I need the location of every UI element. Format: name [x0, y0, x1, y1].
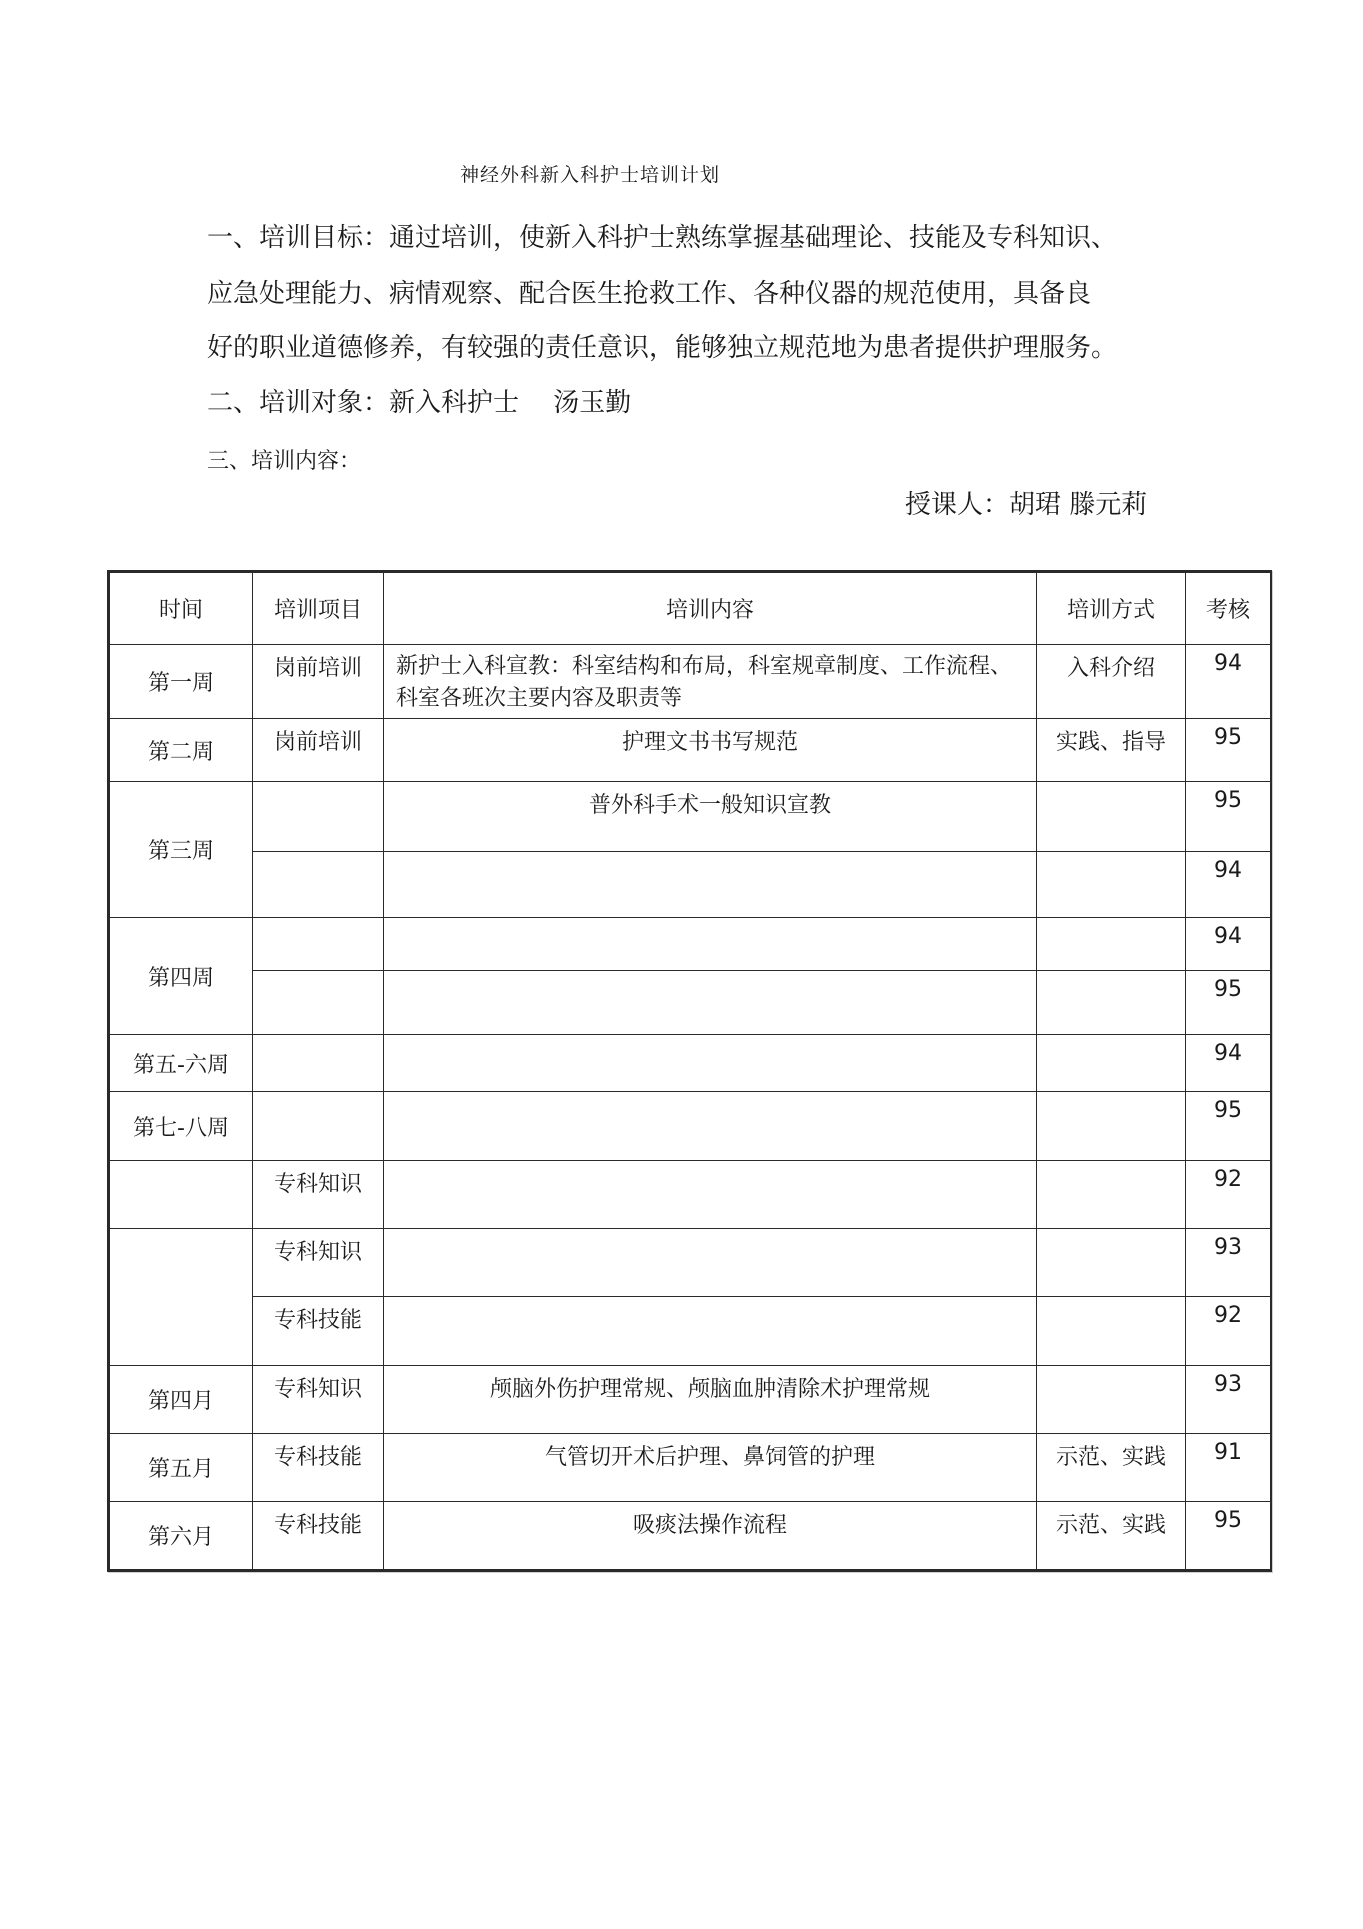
- training-content-heading: 三、培训内容：: [207, 449, 362, 474]
- content-cell: 气管切开术后护理、鼻饲管的护理: [384, 1434, 1037, 1502]
- table-row: [110, 1434, 1271, 1502]
- method-cell: 示范、实践: [1037, 1502, 1186, 1570]
- training-target: 二、培训对象：新入科护士 汤玉勤: [207, 388, 632, 418]
- method-cell: [1037, 1092, 1186, 1161]
- table-header-row: [110, 573, 1271, 645]
- score-cell: 94: [1186, 645, 1271, 719]
- table-row: [110, 971, 1271, 1035]
- method-cell: [1037, 1161, 1186, 1229]
- table-row: [110, 782, 1271, 852]
- time-cell: [110, 1161, 253, 1229]
- training-goal-line-1: 一、培训目标：通过培训，使新入科护士熟练掌握基础理论、技能及专科知识、: [207, 223, 1118, 253]
- method-cell: [1037, 1366, 1186, 1434]
- table-row: [110, 1502, 1271, 1570]
- content-cell: [384, 971, 1037, 1035]
- score-cell: 93: [1186, 1229, 1271, 1297]
- header-content: 培训内容: [384, 573, 1037, 645]
- score-cell: 93: [1186, 1366, 1271, 1434]
- item-cell: [253, 782, 384, 852]
- method-cell: [1037, 1035, 1186, 1092]
- document-title: 神经外科新入科护士培训计划: [460, 164, 721, 186]
- table-row: [110, 1297, 1271, 1366]
- content-cell: [384, 1092, 1037, 1161]
- score-cell: 91: [1186, 1434, 1271, 1502]
- lecturer: 授课人：胡珺 滕元莉: [905, 490, 1148, 520]
- time-cell: 第五月: [110, 1434, 253, 1502]
- content-cell: [384, 918, 1037, 971]
- score-cell: 95: [1186, 971, 1271, 1035]
- header-method: 培训方式: [1037, 573, 1186, 645]
- item-cell: [253, 1092, 384, 1161]
- item-cell: 专科知识: [253, 1366, 384, 1434]
- header-time: 时间: [110, 573, 253, 645]
- score-cell: 94: [1186, 852, 1271, 918]
- training-goal-line-3: 好的职业道德修养，有较强的责任意识，能够独立规范地为患者提供护理服务。: [207, 333, 1118, 363]
- table-row: [110, 1161, 1271, 1229]
- content-cell: [384, 1161, 1037, 1229]
- item-cell: 专科知识: [253, 1161, 384, 1229]
- score-cell: 95: [1186, 782, 1271, 852]
- table-row: [110, 918, 1271, 971]
- content-cell: [384, 1297, 1037, 1366]
- method-cell: [1037, 918, 1186, 971]
- score-cell: 92: [1186, 1297, 1271, 1366]
- item-cell: [253, 1035, 384, 1092]
- score-cell: 95: [1186, 1502, 1271, 1570]
- content-cell: [384, 852, 1037, 918]
- table-row: [110, 852, 1271, 918]
- item-cell: 专科技能: [253, 1297, 384, 1366]
- training-schedule-table: [107, 570, 1272, 1572]
- method-cell: [1037, 971, 1186, 1035]
- time-cell: 第一周: [110, 645, 253, 719]
- table-row: [110, 1035, 1271, 1092]
- header-item: 培训项目: [253, 573, 384, 645]
- score-cell: 94: [1186, 918, 1271, 971]
- content-cell: [384, 1229, 1037, 1297]
- method-cell: [1037, 782, 1186, 852]
- method-cell: [1037, 1297, 1186, 1366]
- time-cell: 第二周: [110, 719, 253, 782]
- score-cell: 95: [1186, 1092, 1271, 1161]
- time-cell: 第六月: [110, 1502, 253, 1570]
- time-cell: 第五-六周: [110, 1035, 253, 1092]
- table-row: [110, 1229, 1271, 1297]
- item-cell: [253, 918, 384, 971]
- score-cell: 92: [1186, 1161, 1271, 1229]
- item-cell: [253, 971, 384, 1035]
- score-cell: 95: [1186, 719, 1271, 782]
- item-cell: [253, 852, 384, 918]
- time-cell: [110, 1229, 253, 1366]
- training-goal-line-2: 应急处理能力、病情观察、配合医生抢救工作、各种仪器的规范使用，具备良: [207, 279, 1092, 309]
- item-cell: 岗前培训: [253, 719, 384, 782]
- method-cell: 实践、指导: [1037, 719, 1186, 782]
- method-cell: [1037, 852, 1186, 918]
- score-cell: 94: [1186, 1035, 1271, 1092]
- method-cell: 示范、实践: [1037, 1434, 1186, 1502]
- content-cell: 吸痰法操作流程: [384, 1502, 1037, 1570]
- table-row: [110, 719, 1271, 782]
- time-cell: 第四周: [110, 918, 253, 1035]
- content-cell: 普外科手术一般知识宣教: [384, 782, 1037, 852]
- table-row: [110, 645, 1271, 719]
- item-cell: 专科技能: [253, 1502, 384, 1570]
- header-score: 考核: [1186, 573, 1271, 645]
- item-cell: 专科知识: [253, 1229, 384, 1297]
- table-row: [110, 1366, 1271, 1434]
- content-cell: 新护士入科宣教：科室结构和布局，科室规章制度、工作流程、科室各班次主要内容及职责等: [384, 645, 1037, 719]
- time-cell: 第三周: [110, 782, 253, 918]
- time-cell: 第七-八周: [110, 1092, 253, 1161]
- item-cell: 岗前培训: [253, 645, 384, 719]
- content-cell: 护理文书书写规范: [384, 719, 1037, 782]
- method-cell: 入科介绍: [1037, 645, 1186, 719]
- item-cell: 专科技能: [253, 1434, 384, 1502]
- table-row: [110, 1092, 1271, 1161]
- content-cell: 颅脑外伤护理常规、颅脑血肿清除术护理常规: [384, 1366, 1037, 1434]
- content-cell: [384, 1035, 1037, 1092]
- time-cell: 第四月: [110, 1366, 253, 1434]
- method-cell: [1037, 1229, 1186, 1297]
